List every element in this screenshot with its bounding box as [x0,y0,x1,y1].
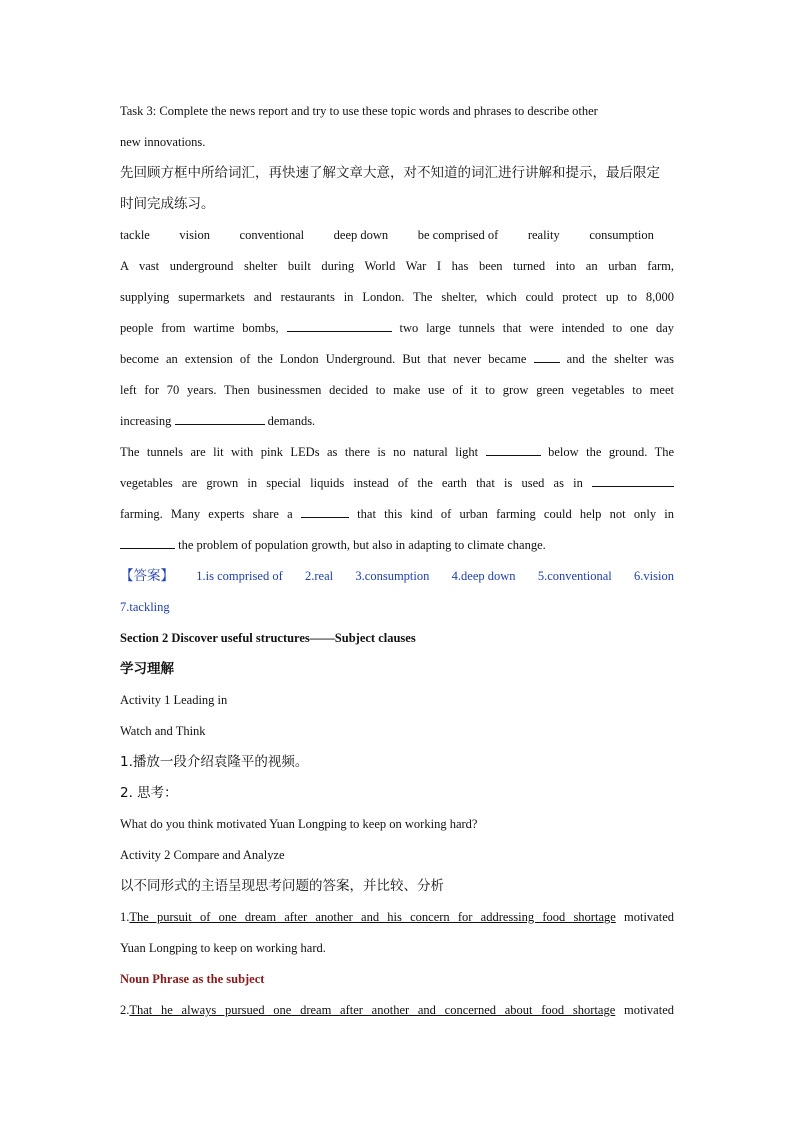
passage-line: farming. Many experts share a that this kind of urban farming could help not only in [120,507,674,521]
passage-line: people from wartime bombs, two large tunnels that were intended to one day [120,321,674,335]
step-2: 2. 思考： [120,785,178,801]
passage-line: A vast underground shelter built during World War I has been turned into an urban farm, [120,259,674,273]
task3-chinese-line1: 先回顾方框中所给词汇，再快速了解文章大意，对不知道的词汇进行讲解和提示，最后限定 [120,165,660,181]
example-sentence-2: 2.That he always pursued one dream after another and concerned about food shortage motivated [120,1003,674,1017]
word-bank-item: reality [527,228,560,242]
task3-chinese-line2: 时间完成练习。 [120,196,215,212]
task3-instruction-line2: new innovations. [120,135,206,149]
word-bank [120,220,674,251]
word-bank-item: deep down [333,228,389,242]
document-page [120,96,674,1026]
passage-line: increasing demands. [120,414,316,428]
passage-line: left for 70 years. Then businessmen decided to make use of it to grow green vegetables to meet [120,383,674,397]
answer-key [120,561,674,592]
answer-blank[interactable] [486,443,541,456]
subject-clause: That he always pursued one dream after another and concerned about food shortage [129,1003,616,1017]
step-1: 1.播放一段介绍袁隆平的视频。 [120,754,309,770]
noun-phrase-label: Noun Phrase as the subject [120,972,265,986]
answer-blank[interactable] [592,474,674,487]
answer-blank[interactable] [534,350,560,363]
passage-line: vegetables are grown in special liquids instead of the earth that is used as in [120,468,674,499]
answer-blank[interactable] [301,505,349,518]
word-bank-item: vision [179,228,210,242]
answer-item: 3.consumption [355,569,430,583]
passage-line: The tunnels are lit with pink LEDs as there is no natural light below the ground. The [120,445,674,459]
answer-item: 1.is comprised of [196,569,283,583]
answer-blank[interactable] [175,412,265,425]
task3-instruction-line1: Task 3: Complete the news report and try to use these topic words and phrases to describe other [120,104,598,118]
answer-blank[interactable] [287,319,392,332]
section2-heading: Section 2 Discover useful structures——Subject clauses [120,631,416,645]
word-bank-item: conventional [239,228,305,242]
activity1-heading: Activity 1 Leading in [120,693,228,707]
answer-label: 【答案】 [120,568,174,584]
passage-line: the problem of population growth, but also in adapting to climate change. [120,530,674,561]
answer-item: 5.conventional [537,569,612,583]
subject-phrase: The pursuit of one dream after another and his concern for addressing food shortage [129,910,616,924]
answer-item: 7.tackling [120,600,170,614]
watch-think-heading: Watch and Think [120,724,206,738]
example-sentence-1-cont: Yuan Longping to keep on working hard. [120,941,326,955]
answer-item: 2.real [305,569,334,583]
activity2-heading: Activity 2 Compare and Analyze [120,848,285,862]
study-heading: 学习理解 [120,661,174,677]
word-bank-item: tackle [120,228,150,242]
answer-blank[interactable] [120,536,175,549]
example-sentence-1: 1.The pursuit of one dream after another and his concern for addressing food shortage motivated [120,910,674,924]
answer-item: 6.vision [634,569,674,583]
passage-line: supplying supermarkets and restaurants in London. The shelter, which could protect up to 8,000 [120,290,674,304]
question-text: What do you think motivated Yuan Longping to keep on working hard? [120,817,478,831]
answer-item: 4.deep down [451,569,516,583]
word-bank-item: consumption [589,228,654,242]
passage-line: become an extension of the London Underground. But that never became and the shelter was [120,352,674,366]
word-bank-item: be comprised of [417,228,499,242]
compare-instruction: 以不同形式的主语呈现思考问题的答案，并比较、分析 [120,878,444,894]
